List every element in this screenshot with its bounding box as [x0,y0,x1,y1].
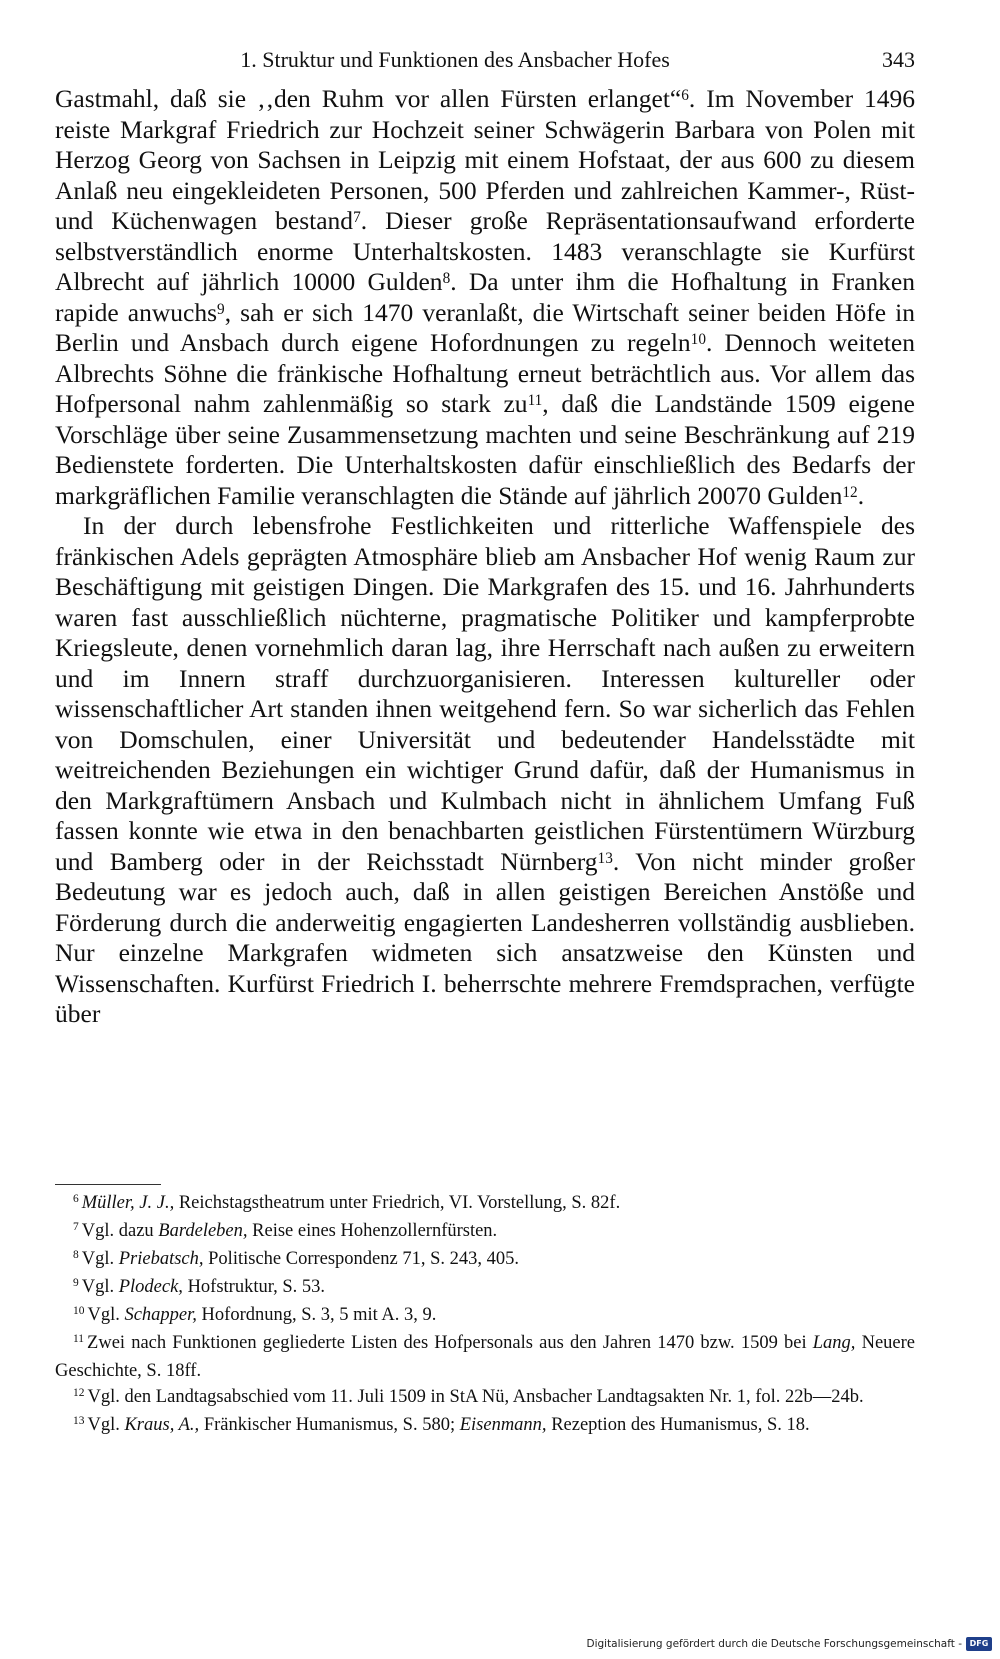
footnote-number: 13 [73,1415,85,1428]
footnote-number: 12 [73,1387,85,1400]
text-run: Gastmahl, daß sie ‚‚den Ruhm vor allen Fürsten erlanget“ [55,84,682,113]
footnote-number: 8 [73,1249,79,1262]
footnote-number: 9 [73,1277,79,1290]
footnote-author: Kraus, A., [124,1415,200,1435]
footnote-reference: 7 [353,209,361,227]
footnote-text: Vgl. dazu [81,1221,159,1241]
text-run: . Im November 1496 reiste Markgraf Friedrich zur Hochzeit seiner Schwägerin Barbara von Polen mit Herzog Georg von Sachsen in Leipzig mit einem Hofstaat, der aus 600 zu diesem Anlaß neu eingekleideten Personen, 500 Pferden und zahlreichen Kammer-, Rüst- und Küchenwagen bestand [55,84,915,235]
footnote-text: Vgl. den Landtagsabschied vom 11. Juli 1509 in StA Nü, Ansbacher Landtagsakten Nr. 1, fol. 22b—24b. [87,1387,864,1407]
footnote-number: 6 [73,1193,79,1206]
footnote-author: Eisenmann, [459,1415,547,1435]
footnote-number: 11 [73,1333,85,1346]
footnotes [55,1190,915,1440]
text-run: , daß die Landstände 1509 eigene Vorschläge über seine Zusammensetzung machten und seine Beschränkung auf 219 Bedienstete forderten. Die Unterhaltskosten dafür einschließlich des Bedarfs der markgräflichen Familie veranschlagten die Stände auf jährlich 20070 Gulden [55,389,915,510]
footnote-text: Politische Correspondenz 71, S. 243, 405. [203,1249,520,1269]
text-run: In der durch lebensfrohe Festlichkeiten und ritterliche Waffenspiele des fränkischen Adels geprägten Atmosphäre blieb am Ansbacher Hof wenig Raum zur Beschäftigung mit geistigen Dingen. Die Markgrafen des 15. und 16. Jahrhunderts waren fast ausschließlich nüchterne, pragmatische Politiker und kampferprobte Kriegsleute, denen vornehmlich daran lag, ihre Herrschaft nach außen zu erweitern und im Innern straff durchzuorganisieren. Interessen kultureller oder wissenschaftlicher Art standen ihnen weitgehend fern. So war sicherlich das Fehlen von Domschulen, einer Universität und bedeutender Handelsstädte mit weitreichenden Beziehungen ein wichtiger Grund dafür, daß der Humanismus in den Markgraftümern Ansbach und Kulmbach nicht in ähnlichem Umfang Fuß fassen konnte wie etwa in den benachbarten geistlichen Fürstentümern Würzburg und Bamberg oder in der Reichsstadt Nürnberg [55,511,915,876]
footnote-text: Vgl. [87,1415,125,1435]
text-run: . [857,480,865,510]
footnote-reference: 10 [690,331,706,349]
footnote-text: Neuere Geschichte, S. 18ff. [55,1333,916,1381]
page-number: 343 [882,47,915,72]
footnote-text: Rezeption des Humanismus, S. 18. [546,1415,810,1435]
footnote [55,1384,915,1412]
footnote-reference: 6 [681,87,689,105]
footnote-number: 7 [73,1221,79,1234]
body-paragraph [55,84,915,511]
footnote-text: Vgl. [81,1249,119,1269]
body-text [55,84,915,1030]
footnote-author: Lang, [812,1333,856,1353]
footnote-text: Hofordnung, S. 3, 5 mit A. 3, 9. [196,1305,437,1325]
footnote [55,1412,915,1440]
text-run: . Dieser große Repräsentationsaufwand erforderte selbstverständlich enorme Unterhaltskosten. 1483 veranschlagte sie Kurfürst Albrecht auf jährlich 10000 Gulden [55,206,915,296]
footnote-reference: 11 [527,392,543,410]
footnote [55,1246,915,1274]
footnote-text: Hofstruktur, S. 53. [182,1277,326,1297]
footnote [55,1190,915,1218]
footnote-reference: 8 [442,270,451,288]
footnote-author: Schapper, [124,1305,197,1325]
footnote [55,1330,915,1384]
footnote-separator [55,1184,161,1185]
footnote-text: Vgl. [87,1305,125,1325]
dfg-logo: DFG [966,1637,992,1651]
footnote-reference: 13 [597,849,613,867]
footnote-author: Priebatsch, [118,1249,204,1269]
footnote-text: Zwei nach Funktionen gegliederte Listen des Hofpersonals aus den Jahren 1470 bzw. 1509 bei [87,1333,813,1353]
footnote [55,1218,915,1246]
footnote-author: Müller, J. J., [81,1193,175,1213]
footnote [55,1274,915,1302]
footnote-reference: 9 [217,300,225,318]
footnote-author: Bardeleben, [158,1221,248,1241]
body-paragraph [55,511,915,1030]
footnote-text: Fränkischer Humanismus, S. 580; [199,1415,460,1435]
footer-text: Digitalisierung gefördert durch die Deutsche Forschungsgemeinschaft - [586,1638,962,1650]
footnote-number: 10 [73,1305,85,1318]
footnote-text: Vgl. [81,1277,119,1297]
footnote-text: Reichstagstheatrum unter Friedrich, VI. Vorstellung, S. 82f. [174,1193,621,1213]
page-header [55,44,915,76]
text-run: . Von nicht minder großer Bedeutung war es jedoch auch, daß in allen geistigen Bereichen Anstöße und Förderung durch die anderweitig engagierten Landesherren vollständig ausblieben. Nur einzelne Markgrafen widmeten sich ansatzweise den Künsten und Wissenschaften. Kurfürst Friedrich I. beherrschte mehrere Fremdsprachen, verfügte über [55,846,915,1028]
footnote [55,1302,915,1330]
running-head: 1. Struktur und Funktionen des Ansbacher Hofes [240,47,670,72]
text-run: , sah er sich 1470 veranlaßt, die Wirtschaft seiner beiden Höfe in Berlin und Ansbach durch eigene Hofordnungen zu regeln [55,297,915,357]
text-run: . Da unter ihm die Hofhaltung in Franken rapide anwuchs [55,267,915,327]
footnote-reference: 12 [842,483,858,501]
footnote-text: Reise eines Hohenzollernfürsten. [247,1221,498,1241]
digitization-footer [586,1635,992,1653]
footnote-author: Plodeck, [118,1277,183,1297]
text-run: . Dennoch weiteten Albrechts Söhne die fränkische Hofhaltung erneut beträchtlich aus. Vor allem das Hofpersonal nahm zahlenmäßig so stark zu [55,328,915,418]
